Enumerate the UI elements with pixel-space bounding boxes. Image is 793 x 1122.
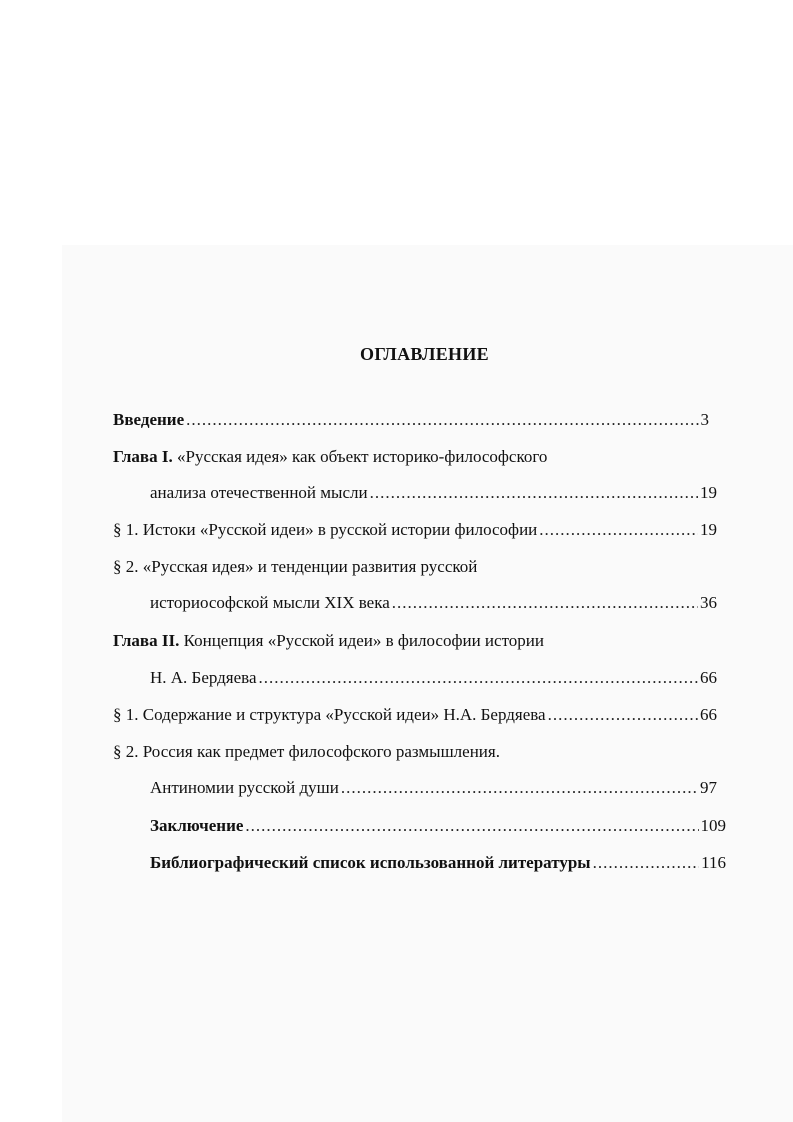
toc-label: § 1. Содержание и структура «Русской идеи» Н.А. Бердяева	[113, 705, 546, 724]
dot-leader	[548, 704, 698, 726]
toc-label-continuation: анализа отечественной мысли	[150, 483, 368, 502]
toc-page-number: 66	[700, 668, 717, 687]
toc-entry-conclusion[interactable]	[150, 815, 726, 837]
toc-page-number: 36	[700, 593, 717, 612]
toc-entry-chapter-1-section-1[interactable]	[113, 519, 717, 541]
toc-label-continuation: историософской мысли XIX века	[150, 593, 390, 612]
toc-entry-chapter-2-section-2-heading[interactable]	[113, 741, 500, 763]
dot-leader	[341, 777, 698, 799]
chapter-prefix: Глава I.	[113, 447, 173, 466]
dot-leader	[245, 815, 698, 837]
toc-label: § 2. Россия как предмет философского размышления.	[113, 742, 500, 761]
dot-leader	[370, 482, 698, 504]
toc-entry-chapter-2[interactable]	[150, 667, 717, 689]
toc-entry-chapter-1-section-2[interactable]	[150, 592, 717, 614]
toc-page-number: 19	[700, 520, 717, 539]
toc-label: Концепция «Русской идеи» в философии истории	[183, 631, 544, 650]
toc-page-number: 116	[701, 853, 726, 872]
chapter-prefix: Глава II.	[113, 631, 180, 650]
dot-leader	[259, 667, 699, 689]
toc-page-number: 19	[700, 483, 717, 502]
toc-page-number: 109	[700, 816, 726, 835]
toc-entry-chapter-1[interactable]	[150, 482, 717, 504]
toc-label: Заключение	[150, 816, 244, 835]
dot-leader	[593, 852, 700, 874]
toc-entry-chapter-2-section-2[interactable]	[150, 777, 717, 799]
toc-label: § 2. «Русская идея» и тенденции развития русской	[113, 557, 478, 576]
dot-leader	[186, 409, 698, 431]
toc-label-continuation: Н. А. Бердяева	[150, 668, 257, 687]
toc-entry-chapter-1-heading[interactable]	[113, 446, 547, 468]
dot-leader	[539, 519, 698, 541]
toc-page-number: 3	[700, 410, 709, 429]
toc-label: § 1. Истоки «Русской идеи» в русской истории философии	[113, 520, 538, 539]
toc-entry-bibliography[interactable]	[150, 852, 726, 874]
toc-entry-chapter-2-section-1[interactable]	[113, 704, 717, 726]
toc-label: Библиографический список использованной литературы	[150, 853, 591, 872]
toc-entry-intro[interactable]	[113, 409, 709, 431]
toc-title: ОГЛАВЛЕНИЕ	[360, 344, 489, 364]
toc-page-number: 66	[700, 705, 717, 724]
dot-leader	[392, 592, 698, 614]
toc-label: Введение	[113, 410, 185, 429]
toc-label: «Русская идея» как объект историко-философского	[176, 447, 548, 466]
toc-page-number: 97	[700, 778, 717, 797]
toc-label-continuation: Антиномии русской души	[150, 778, 339, 797]
toc-entry-chapter-1-section-2-heading[interactable]	[113, 556, 477, 578]
toc-entry-chapter-2-heading[interactable]	[113, 630, 544, 652]
